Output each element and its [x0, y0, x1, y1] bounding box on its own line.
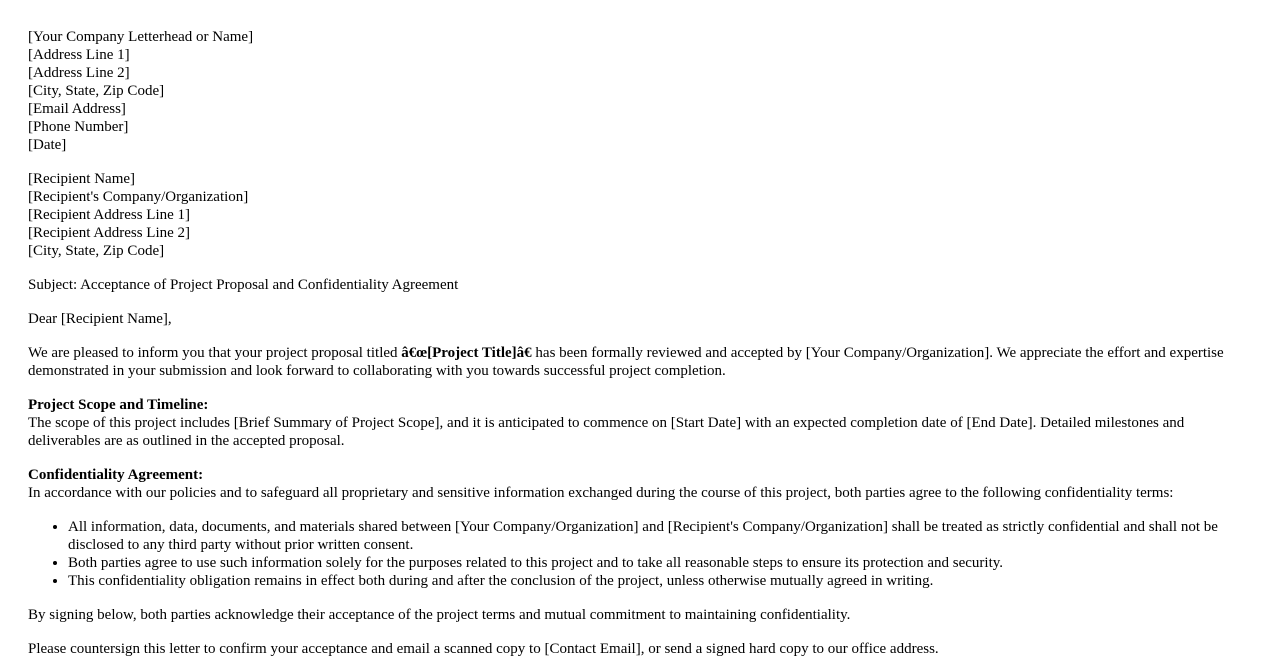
recipient-address-line-1: [Recipient Address Line 1] — [28, 207, 191, 223]
intro-text-after: has been formally reviewed and accepted by [Your Company/Organization]. We appreciate the effort and expertise demonstrated in your submission and look forward to collaborating with you towards successful project completion. — [28, 345, 1224, 379]
sender-address-line-1: [Address Line 1] — [28, 47, 130, 63]
confidentiality-terms-list — [28, 518, 1250, 590]
instructions-paragraph: Please countersign this letter to confirm your acceptance and email a scanned copy to [Contact Email], or send a signed hard copy to our office address. — [28, 641, 939, 657]
salutation: Dear [Recipient Name], — [28, 311, 172, 327]
list-item: • This confidentiality obligation remains in effect both during and after the conclusion of the project, unless otherwise mutually agreed in writing. — [68, 572, 1250, 590]
list-item: • Both parties agree to use such information solely for the purposes related to this project and to take all reasonable steps to ensure its protection and security. — [68, 554, 1250, 572]
intro-paragraph — [28, 344, 1250, 380]
scope-section — [28, 396, 1250, 450]
recipient-company: [Recipient's Company/Organization] — [28, 189, 249, 205]
recipient-address-line-2: [Recipient Address Line 2] — [28, 225, 191, 241]
scope-body: The scope of this project includes [Brief Summary of Project Scope], and it is anticipated to commence on [Start Date] with an expected completion date of [End Date]. Detailed milestones and deliverables are as outlined in the accepted proposal. — [28, 415, 1185, 449]
sender-address-block — [28, 28, 1250, 154]
confidentiality-body: In accordance with our policies and to safeguard all proprietary and sensitive information exchanged during the course of this project, both parties agree to the following confidentiality terms: — [28, 485, 1174, 501]
acknowledgement-paragraph: By signing below, both parties acknowledge their acceptance of the project terms and mutual commitment to maintaining confidentiality. — [28, 607, 851, 623]
recipient-name: [Recipient Name] — [28, 171, 136, 187]
sender-company-name: [Your Company Letterhead or Name] — [28, 29, 254, 45]
letter-date: [Date] — [28, 137, 67, 153]
scope-heading: Project Scope and Timeline: — [28, 397, 209, 413]
recipient-address-block — [28, 170, 1250, 260]
sender-email: [Email Address] — [28, 101, 126, 117]
project-title: â€œ[Project Title]â€ — [401, 345, 532, 361]
subject-line: Subject: Acceptance of Project Proposal and Confidentiality Agreement — [28, 277, 459, 293]
sender-address-line-2: [Address Line 2] — [28, 65, 130, 81]
recipient-city-state-zip: [City, State, Zip Code] — [28, 243, 165, 259]
confidentiality-section — [28, 466, 1250, 502]
sender-phone: [Phone Number] — [28, 119, 129, 135]
sender-city-state-zip: [City, State, Zip Code] — [28, 83, 165, 99]
list-item: • All information, data, documents, and materials shared between [Your Company/Organization] and [Recipient's Company/Organization] shall be treated as strictly confidential and shall not be disclosed to any third party without prior written consent. — [68, 518, 1250, 554]
confidentiality-heading: Confidentiality Agreement: — [28, 467, 204, 483]
intro-text-before: We are pleased to inform you that your project proposal titled — [28, 345, 402, 361]
